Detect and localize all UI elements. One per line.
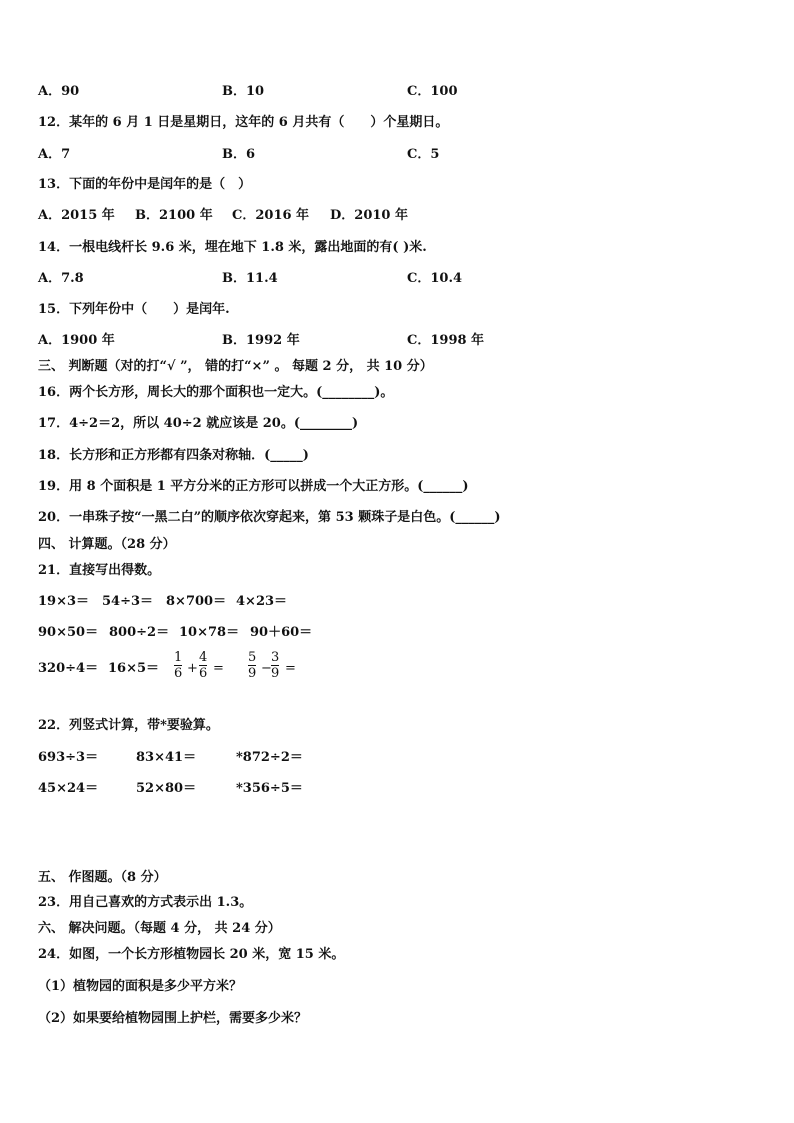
q13-option-b: B．2100 年: [135, 208, 213, 223]
q21-item: 19×3＝: [38, 594, 90, 609]
q15-option-a: A．1900 年: [38, 333, 115, 348]
q11-option-c: C．100: [407, 84, 458, 99]
fraction: [174, 650, 182, 681]
q12-option-b: B．6: [222, 147, 256, 162]
q13-option-d: D．2010 年: [330, 208, 408, 223]
q14-option-b: B．11.4: [222, 271, 278, 286]
q15-text: 15．下列年份中（ ）是闰年.: [38, 302, 230, 317]
equals-sign: =: [213, 661, 224, 676]
q24-part-2: （2）如果要给植物园围上护栏，需要多少米？: [38, 1011, 308, 1026]
q20-text: 20．一串珠子按“一黑二白”的顺序依次穿起来，第 53 颗珠子是白色。(______): [38, 510, 501, 525]
q15-option-b: B．1992 年: [222, 333, 300, 348]
q22-item: 45×24＝: [38, 781, 99, 796]
q21-item: 90×50＝: [38, 625, 99, 640]
section-6-heading: 六、 解决问题。（每题 4 分， 共 24 分）: [38, 921, 281, 936]
fraction: [199, 650, 207, 681]
q14-option-a: A．7.8: [38, 271, 84, 286]
minus-sign: −: [261, 661, 272, 676]
q12-text: 12．某年的 6 月 1 日是星期日，这年的 6 月共有（ ）个星期日。: [38, 115, 449, 130]
q12-option-c: C．5: [407, 147, 440, 162]
q24-part-1: （1）植物园的面积是多少平方米？: [38, 979, 243, 994]
q21-item: 90＋60＝: [250, 625, 313, 640]
q22-item: *872÷2＝: [236, 750, 303, 765]
fraction: [271, 650, 279, 681]
fraction: [248, 650, 256, 681]
denominator: 9: [271, 666, 280, 681]
q22-item: 693÷3＝: [38, 750, 99, 765]
q21-text: 21．直接写出得数。: [38, 563, 161, 578]
q13-text: 13．下面的年份中是闰年的是（ ）: [38, 177, 252, 192]
q22-item: 52×80＝: [136, 781, 197, 796]
section-3-heading: 三、 判断题（对的打“√ ”， 错的打“×” 。 每题 2 分， 共 10 分）: [38, 359, 433, 374]
q11-option-a: A．90: [38, 84, 80, 99]
q21-item: 320÷4＝: [38, 661, 99, 676]
section-5-heading: 五、 作图题。（8 分）: [38, 870, 167, 885]
q21-item: 54÷3＝: [102, 594, 154, 609]
q22-item: *356÷5＝: [236, 781, 303, 796]
section-4-heading: 四、 计算题。（28 分）: [38, 537, 176, 552]
q23-text: 23．用自己喜欢的方式表示出 1.3。: [38, 895, 253, 910]
denominator: 6: [199, 666, 208, 681]
q11-option-b: B．10: [222, 84, 265, 99]
equals-sign: =: [285, 661, 296, 676]
numerator: 3: [271, 650, 280, 665]
q14-text: 14．一根电线杆长 9.6 米，埋在地下 1.8 米，露出地面的有( )米.: [38, 240, 427, 255]
q14-option-c: C．10.4: [407, 271, 463, 286]
numerator: 1: [174, 650, 183, 665]
q21-item: 16×5＝: [108, 661, 160, 676]
q19-text: 19．用 8 个面积是 1 平方分米的正方形可以拼成一个大正方形。(______): [38, 479, 469, 494]
q22-item: 83×41＝: [136, 750, 197, 765]
q22-text: 22．列竖式计算，带*要验算。: [38, 718, 219, 733]
q16-text: 16．两个长方形，周长大的那个面积也一定大。(________)。: [38, 385, 394, 400]
numerator: 4: [199, 650, 208, 665]
numerator: 5: [248, 650, 257, 665]
q12-option-a: A．7: [38, 147, 71, 162]
q15-option-c: C．1998 年: [407, 333, 485, 348]
q21-item: 800÷2＝: [109, 625, 170, 640]
denominator: 9: [248, 666, 257, 681]
plus-sign: +: [187, 661, 198, 676]
q18-text: 18．长方形和正方形都有四条对称轴．(_____): [38, 448, 309, 463]
q21-item: 8×700＝: [166, 594, 227, 609]
q17-text: 17．4÷2＝2，所以 40÷2 就应该是 20。(________): [38, 416, 359, 431]
q21-item: 10×78＝: [179, 625, 240, 640]
q24-text: 24．如图，一个长方形植物园长 20 米，宽 15 米。: [38, 947, 345, 962]
q13-option-a: A．2015 年: [38, 208, 115, 223]
q13-option-c: C．2016 年: [232, 208, 310, 223]
q21-item: 4×23＝: [236, 594, 288, 609]
denominator: 6: [174, 666, 183, 681]
